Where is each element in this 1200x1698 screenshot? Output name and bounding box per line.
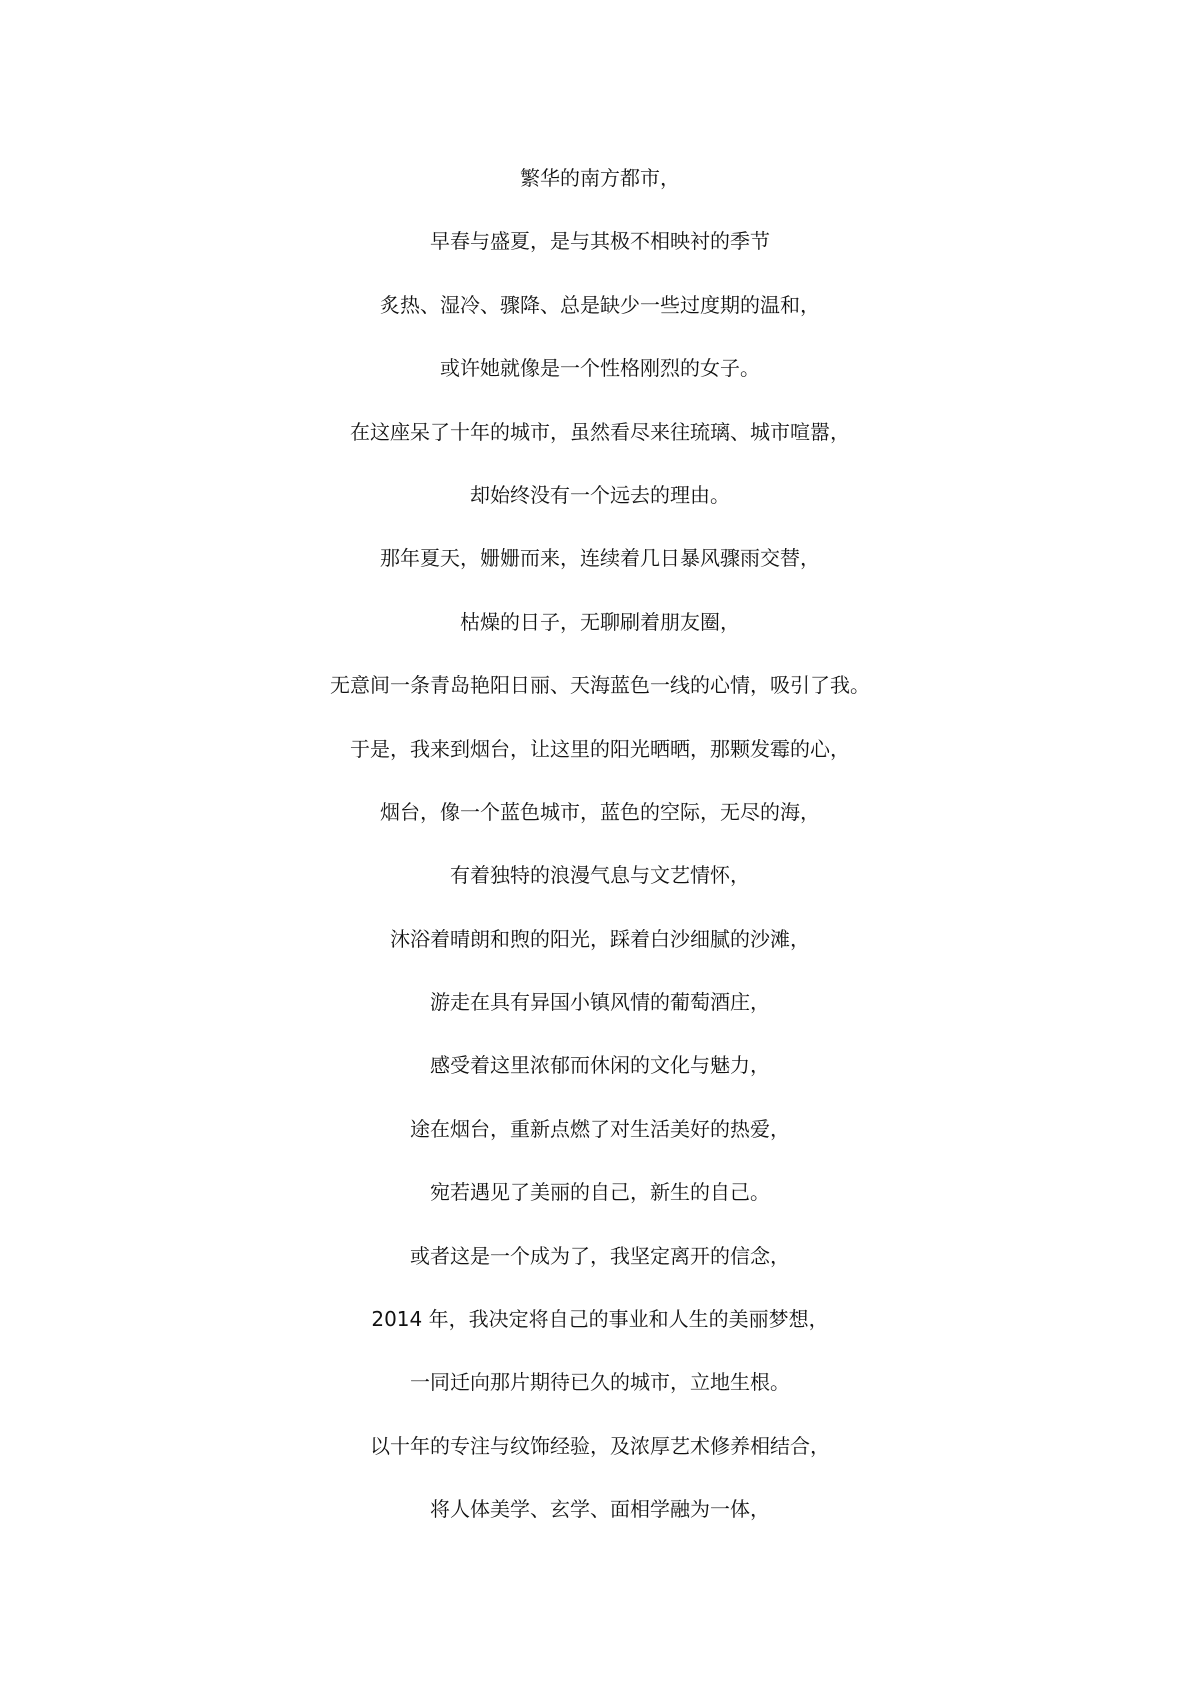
poem-line-2: 早春与盛夏，是与其极不相映衬的季节: [430, 229, 770, 254]
poem-line-9: 无意间一条青岛艳阳日丽、天海蓝色一线的心情，吸引了我。: [330, 673, 870, 698]
poem-line-14: 游走在具有异国小镇风情的葡萄酒庄，: [430, 990, 770, 1015]
poem-line-6: 却始终没有一个远去的理由。: [470, 482, 730, 507]
poem-line-1: 繁华的南方都市，: [520, 166, 680, 190]
poem-line-18: 或者这是一个成为了，我坚定离开的信念，: [410, 1243, 790, 1268]
poem-line-5: 在这座呆了十年的城市，虽然看尽来往琉璃、城市喧嚣，: [350, 419, 850, 444]
poem-line-3: 炙热、湿冷、骤降、总是缺少一些过度期的温和，: [380, 292, 820, 317]
poem-line-10: 于是，我来到烟台，让这里的阳光晒晒，那颗发霉的心，: [350, 736, 850, 761]
poem-line-11: 烟台，像一个蓝色城市，蓝色的空际，无尽的海，: [380, 799, 820, 824]
poem-line-22: 将人体美学、玄学、面相学融为一体，: [430, 1497, 770, 1522]
poem-line-20: 一同迁向那片期待已久的城市，立地生根。: [410, 1370, 790, 1395]
poem-line-21: 以十年的专注与纹饰经验，及浓厚艺术修养相结合，: [370, 1433, 830, 1458]
poem-line-16: 途在烟台，重新点燃了对生活美好的热爱，: [410, 1116, 790, 1141]
poem-line-4: 或许她就像是一个性格刚烈的女子。: [440, 356, 760, 381]
poem-line-13: 沐浴着晴朗和煦的阳光，踩着白沙细腻的沙滩，: [390, 926, 810, 951]
poem-line-19: 2014 年，我决定将自己的事业和人生的美丽梦想，: [371, 1307, 829, 1332]
poem-line-17: 宛若遇见了美丽的自己，新生的自己。: [430, 1180, 770, 1205]
poem-line-8: 枯燥的日子，无聊刷着朋友圈，: [460, 609, 740, 634]
poem-line-12: 有着独特的浪漫气息与文艺情怀，: [450, 863, 750, 888]
poem-line-7: 那年夏天，姗姗而来，连续着几日暴风骤雨交替，: [380, 546, 820, 571]
poem-line-15: 感受着这里浓郁而休闲的文化与魅力，: [430, 1053, 770, 1078]
poem-text: [0, 164, 1200, 1559]
